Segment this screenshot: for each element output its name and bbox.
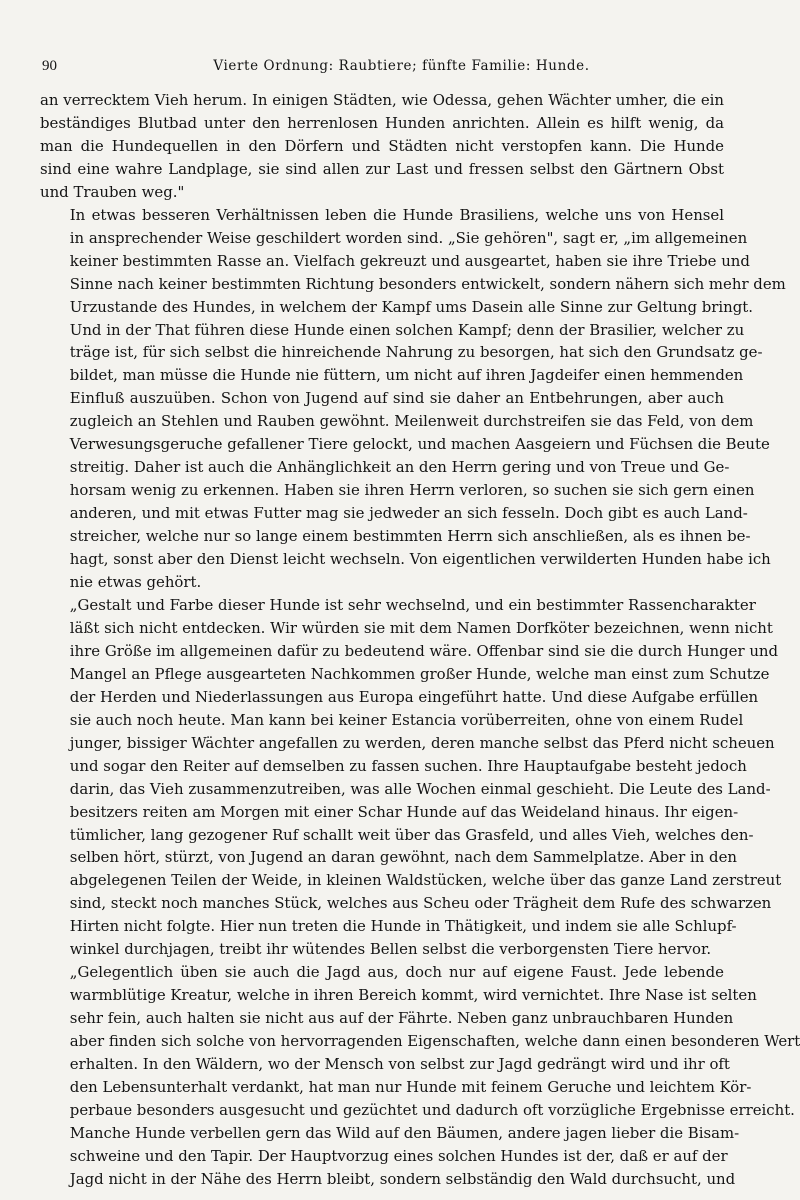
- text-line: erhalten. In den Wäldern, wo der Mensch von selbst zur Jagd gedrängt wird und ihr oft: [69, 1055, 730, 1074]
- text-line: In etwas besseren Verhältnissen leben die Hunde Brasiliens, welche uns von Hensel: [69, 205, 724, 224]
- text-line: und sogar den Reiter auf demselben zu fassen suchen. Ihre Hauptaufgabe besteht jedoch: [69, 756, 747, 775]
- text-line: Mangel an Pflege ausgearteten Nachkommen großer Hunde, welche man einst zum Schutze: [69, 664, 770, 683]
- text-line: ihre Größe im allgemeinen dafür zu bedeutend wäre. Offenbar sind sie die durch Hunger und: [69, 641, 779, 660]
- body-text: [40, 89, 800, 1191]
- text-line: Sinne nach keiner bestimmten Richtung besonders entwickelt, sondern nähern sich mehr dem: [69, 274, 786, 293]
- text-line: streitig. Daher ist auch die Anhänglichkeit an den Herrn gering und von Treue und Ge-: [69, 458, 730, 477]
- text-line: „Gelegentlich üben sie auch die Jagd aus, doch nur auf eigene Faust. Jede lebende: [69, 963, 724, 982]
- paragraph: [40, 89, 724, 204]
- text-line: „Gestalt und Farbe dieser Hunde ist sehr wechselnd, und ein bestimmter Rassencharakter: [69, 595, 756, 614]
- text-line: nie etwas gehört.: [69, 573, 202, 592]
- text-line: aber finden sich solche von hervorragenden Eigenschaften, welche dann einen besonderen Wert: [69, 1032, 800, 1051]
- text-line: streicher, welche nur so lange einem bestimmten Herrn sich anschließen, als es ihnen be-: [69, 527, 751, 546]
- text-line: träge ist, für sich selbst die hinreichende Nahrung zu besorgen, hat sich den Grundsatz ge-: [69, 343, 763, 362]
- text-line: Hirten nicht folgte. Hier nun treten die Hunde in Thätigkeit, und indem sie alle Schlupf-: [69, 917, 737, 936]
- paragraph: [40, 204, 786, 594]
- text-line: und Trauben weg.": [40, 182, 185, 201]
- text-line: hagt, sonst aber den Dienst leicht wechseln. Von eigentlichen verwilderten Hunden habe ich: [69, 550, 771, 569]
- page-header: [42, 58, 721, 82]
- text-line: sind, steckt noch manches Stück, welches aus Scheu oder Trägheit dem Rufe des schwarzen: [69, 894, 772, 913]
- text-line: tümlicher, lang gezogener Ruf schallt weit über das Grasfeld, und alles Vieh, welches den-: [69, 825, 754, 844]
- text-line: an verrecktem Vieh herum. In einigen Städten, wie Odessa, gehen Wächter umher, die ein: [40, 91, 724, 109]
- text-line: anderen, und mit etwas Futter mag sie jedweder an sich fesseln. Doch gibt es auch Land-: [69, 504, 748, 523]
- text-line: schweine und den Tapir. Der Hauptvorzug eines solchen Hundes ist der, daß er auf der: [69, 1146, 728, 1165]
- text-line: junger, bissiger Wächter angefallen zu werden, deren manche selbst das Pferd nicht scheuen: [69, 733, 775, 752]
- text-line: sind eine wahre Landplage, sie sind allen zur Last und fressen selbst den Gärtnern Obst: [40, 159, 724, 178]
- running-head: Vierte Ordnung: Raubtiere; fünfte Familie: Hunde.: [213, 58, 590, 74]
- text-line: der Herden und Niederlassungen aus Europa eingeführt hatte. Und diese Aufgabe erfüllen: [69, 687, 759, 706]
- text-line: Verwesungsgeruche gefallener Tiere gelockt, und machen Aasgeiern und Füchsen die Beute: [69, 435, 770, 454]
- text-line: läßt sich nicht entdecken. Wir würden sie mit dem Namen Dorfköter bezeichnen, wenn nicht: [69, 618, 773, 637]
- text-line: perbaue besonders ausgesucht und gezüchtet und dadurch oft vorzügliche Ergebnisse erreicht.: [69, 1100, 795, 1119]
- text-line: beständiges Blutbad unter den herrenlosen Hunden anrichten. Allein es hilft wenig, da: [40, 113, 724, 132]
- text-line: keiner bestimmten Rasse an. Vielfach gekreuzt und ausgeartet, haben sie ihre Triebe und: [69, 251, 750, 270]
- paragraph: [40, 594, 782, 961]
- page-number: 90: [42, 58, 57, 74]
- text-line: in ansprechender Weise geschildert worden sind. „Sie gehören", sagt er, „im allgemeinen: [69, 228, 748, 247]
- text-line: horsam wenig zu erkennen. Haben sie ihren Herrn verloren, so suchen sie sich gern einen: [69, 481, 755, 500]
- text-line: Jagd nicht in der Nähe des Herrn bleibt, sondern selbständig den Wald durchsucht, und: [69, 1169, 736, 1188]
- text-line: bildet, man müsse die Hunde nie füttern, um nicht auf ihren Jagdeifer einen hemmenden: [69, 366, 744, 385]
- text-line: selben hört, stürzt, von Jugend an daran gewöhnt, nach dem Sammelplatze. Aber in den: [69, 848, 737, 867]
- text-line: zugleich an Stehlen und Rauben gewöhnt. Meilenweit durchstreifen sie das Feld, von dem: [69, 412, 754, 431]
- text-line: Manche Hunde verbellen gern das Wild auf den Bäumen, andere jagen lieber die Bisam-: [69, 1123, 740, 1142]
- text-line: winkel durchjagen, treibt ihr wütendes Bellen selbst die verborgensten Tiere hervor.: [69, 940, 712, 959]
- text-line: Und in der That führen diese Hunde einen solchen Kampf; denn der Brasilier, welcher zu: [69, 320, 745, 339]
- text-line: Einfluß auszuüben. Schon von Jugend auf sind sie daher an Entbehrungen, aber auch: [69, 389, 724, 408]
- paragraph: [40, 961, 800, 1191]
- text-line: warmblütige Kreatur, welche in ihren Bereich kommt, wird vernichtet. Ihre Nase ist selten: [69, 986, 757, 1005]
- text-line: besitzers reiten am Morgen mit einer Schar Hunde auf das Weideland hinaus. Ihr eigen-: [69, 802, 739, 821]
- text-line: sie auch noch heute. Man kann bei keiner Estancia vorüberreiten, ohne von einem Rudel: [69, 710, 744, 729]
- text-line: man die Hundequellen in den Dörfern und Städten nicht verstopfen kann. Die Hunde: [40, 136, 724, 155]
- text-line: den Lebensunterhalt verdankt, hat man nur Hunde mit feinem Geruche und leichtem Kör-: [69, 1077, 752, 1096]
- text-line: darin, das Vieh zusammenzutreiben, was alle Wochen einmal geschieht. Die Leute des Land-: [69, 779, 771, 798]
- text-line: abgelegenen Teilen der Weide, in kleinen Waldstücken, welche über das ganze Land zerstreut: [69, 871, 782, 890]
- text-line: sehr fein, auch halten sie nicht aus auf der Fährte. Neben ganz unbrauchbaren Hunden: [69, 1009, 734, 1028]
- text-line: Urzustande des Hundes, in welchem der Kampf ums Dasein alle Sinne zur Geltung bringt.: [69, 297, 754, 316]
